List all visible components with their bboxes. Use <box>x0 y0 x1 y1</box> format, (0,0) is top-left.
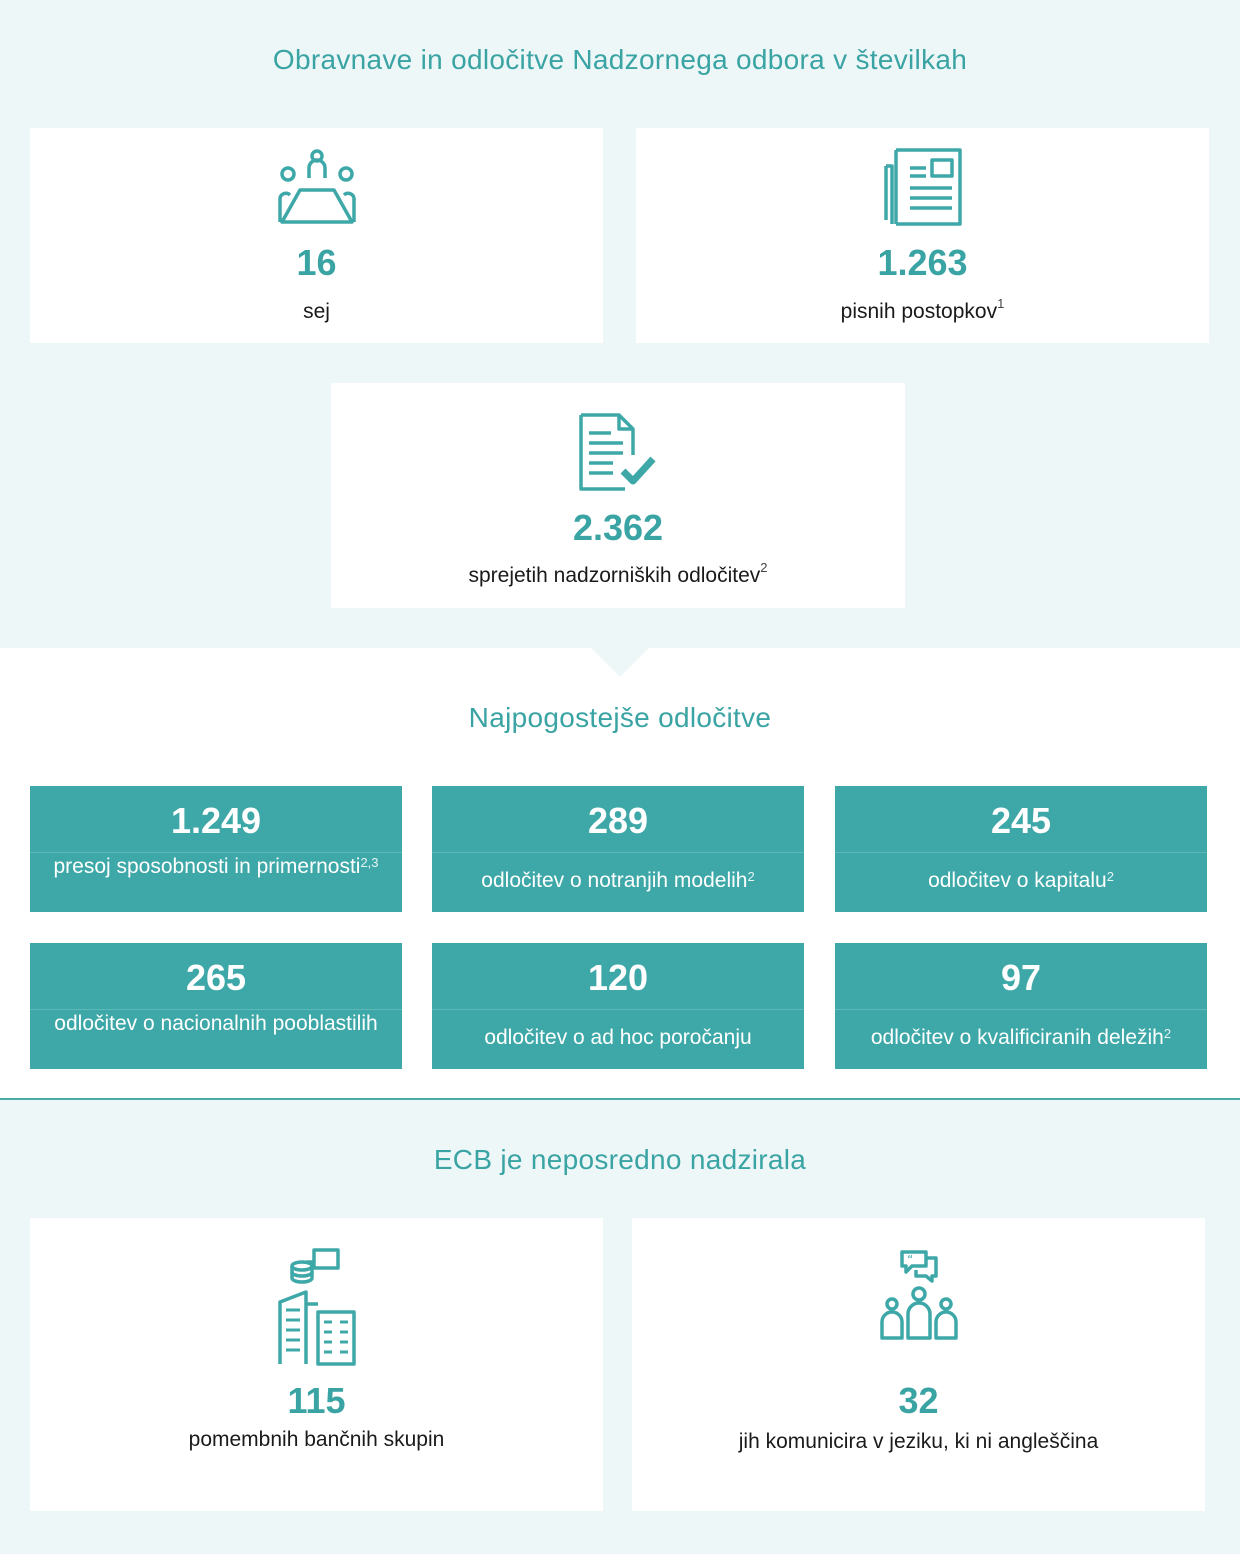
footnote-ref: 2 <box>760 560 768 575</box>
tile-label: odločitev o notranjih modelih$^2$ <box>481 869 755 892</box>
stat-card-languages <box>632 1218 1205 1511</box>
stat-number: 16 <box>296 242 337 283</box>
tile-number: 289 <box>587 800 649 841</box>
decision-tile <box>432 943 804 1069</box>
document-check-icon <box>577 411 659 498</box>
decision-tile <box>30 786 402 912</box>
section-title-decisions: Najpogostejše odločitve <box>468 702 772 733</box>
decision-tile <box>835 943 1207 1069</box>
tile-number: 245 <box>990 800 1052 841</box>
stat-card-meetings <box>30 128 603 343</box>
tile-label: presoj sposobnosti in primernosti$^{2,3}$ <box>53 855 379 878</box>
stat-number: 1.263 <box>877 242 968 283</box>
footnote-ref: 1 <box>997 296 1005 311</box>
tile-seam <box>835 1009 1207 1010</box>
people-speech-icon <box>878 1248 960 1345</box>
stat-number: 2.362 <box>572 507 664 548</box>
tile-number: 265 <box>185 957 247 998</box>
stat-number: 32 <box>898 1380 939 1421</box>
footnote-ref: 2 <box>1163 1026 1172 1041</box>
tile-number: 97 <box>1000 957 1042 998</box>
meeting-table-icon <box>276 148 358 233</box>
tile-seam <box>432 852 804 853</box>
section-pointer <box>590 647 650 677</box>
tile-label: odločitev o nacionalnih pooblastilih <box>54 1012 378 1035</box>
tile-number: 1.249 <box>170 800 262 841</box>
tile-label: odločitev o kvalificiranih deležih$^2$ <box>870 1026 1172 1049</box>
tile-seam <box>835 852 1207 853</box>
stat-label: jih komunicira v jeziku, ki ni angleščina <box>738 1430 1099 1453</box>
footnote-ref: 2 <box>747 869 755 884</box>
stat-card-banking-groups <box>30 1218 603 1511</box>
bank-buildings-icon <box>276 1244 358 1373</box>
stat-label: sprejetih nadzorniških odločitev$^2$ <box>468 560 768 587</box>
stat-label: pomembnih bančnih skupin <box>188 1428 445 1451</box>
newspaper-document-icon <box>882 146 964 233</box>
footnote-ref: 2,3 <box>360 855 379 870</box>
stat-label: pisnih postopkov$^1$ <box>840 296 1005 323</box>
stat-label: sej <box>303 300 330 323</box>
tile-seam <box>432 1009 804 1010</box>
decision-tile <box>432 786 804 912</box>
svg-text:“: “ <box>906 1253 913 1267</box>
tile-label: odločitev o kapitalu$^2$ <box>928 869 1114 892</box>
section-title-supervised: ECB je neposredno nadzirala <box>433 1144 807 1175</box>
decision-tile <box>30 943 402 1069</box>
section-title-board: Obravnave in odločitve Nadzornega odbora v številkah <box>272 44 968 75</box>
footnote-ref: 2 <box>1106 869 1114 884</box>
stat-card-written-procedures <box>636 128 1209 343</box>
tile-number: 120 <box>587 957 649 998</box>
tile-label: odločitev o ad hoc poročanju <box>484 1026 752 1049</box>
stat-number: 115 <box>287 1380 346 1421</box>
stat-card-decisions <box>331 383 905 608</box>
decision-tile <box>835 786 1207 912</box>
